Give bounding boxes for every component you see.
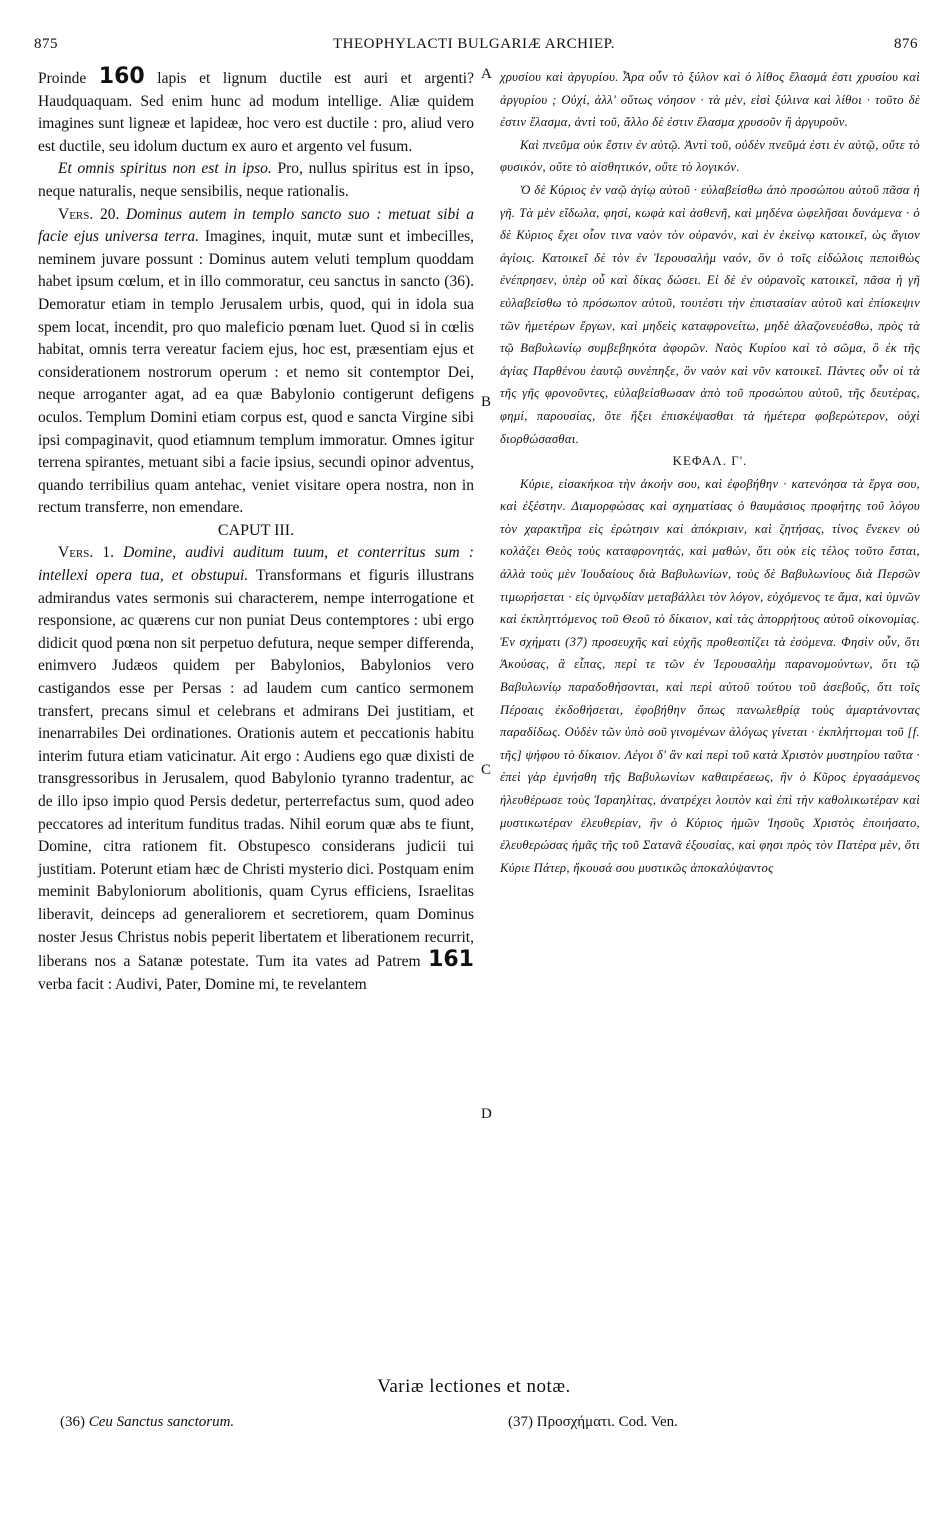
notes-heading: Variæ lectiones et notæ. — [377, 1376, 571, 1397]
footnote-number: (36) — [60, 1414, 85, 1430]
latin-text: Proinde — [38, 70, 99, 87]
latin-text: Imagines, inquit, mutæ sunt et imbecilles, neminem juvare possunt : Dominus autem veluti templum quoddam habet ipsum cœlum, et in illo commoratur, ceu sanctus in sancto (36). Demoratur etiam in templo Jerusalem urbis, quod, qui in idola sua spem locat, incendit, pro quo maleficio pœnam luet. Quod si in cœlis habitat, omnis terra vereatur faciem ejus, hoc est, præsentiam ejus et considerationem nostrorum operum : et nemo sit contemptor Dei, neque arroganter agat, ad ea quæ Babylonio contigerunt defigens oculos. Templum Domini etiam corpus est, quod e sancta Virgine sibi ipsi compaginavit, quod etiamnum templum immoratur. Omnes igitur terrena spirantes, metuant sibi a facie ipsius, secundi opinor adventus, quando terribilius quam antehac, veniet visitare opera nostra, non in rectum transferre, non emendare. — [38, 228, 474, 517]
greek-paragraph-4: Κύριε, εἰσακήκοα τὴν ἀκοήν σου, καὶ ἐφοβήθην · κατενόησα τὰ ἔργα σου, καὶ ἐξέστην. Διαμορφώσας καὶ σχηματίσας ὁ θαυμάσιος προφήτης τοῦ λόγου τὸν χαρακτῆρα εἰς ἐρώτησιν καὶ ἀπόκρισιν, καὶ ζητήσας, τίνος ἕνεκεν οὐ κολάζει Θεὸς τοὺς καταφρονητάς, καὶ μαθών, ὅτι οὐκ εἰς τέλος τοῦτο ἔσται, ἀλλὰ τοὺς μὲν Ἰουδαίους διὰ Βαβυλωνίων, τοὺς δὲ Βαβυλωνίους διὰ Περσῶν τιμωρήσεται · εἰς ὑμνῳδίαν μεταβάλλει τὸν λόγον, εὐχόμενος τε ἅμα, καὶ ὑμνῶν καὶ ἐκπληττόμενος τοῦ Θεοῦ τὸ δίκαιον, καὶ τὰς ἀπορρήτους αὐτοῦ οἰκονομίας. Ἐν σχήματι (37) προσευχῆς καὶ εὐχῆς προθεσπίζει τὰ ἐσόμενα. Φησὶν οὖν, ὅτι Ἀκούσας, ἃ εἶπας, περί τε τῶν ἐν Ἱερουσαλὴμ παρανομούντων, ὅτι τῷ Βαβυλωνίῳ παραδοθήσονται, καὶ περὶ αὐτοῦ τούτου τοῦ ἀσεβοῦς, ὅτι τοῖς Πέρσαις ἐκδοθήσεται, ἐφοβήθην ὅπως πανωλεθρίᾳ τοὺς ἁμαρτάνοντας παραδίδως. Οὐδὲν τῶν ὑπὸ σοῦ γινομένων ἀλόγως γίνεται · ἐκπλήττομαι τοῦ [f. τῆς] ψήφου τὸ δίκαιον. Λέγοι δ' ἂν καὶ περὶ τοῦ κατὰ Χριστὸν μυστηρίου ταῦτα · ἐπεὶ γὰρ ἐμνήσθη τῆς Βαβυλωνίων καθαιρέσεως, ἣν ὁ Κῦρος ἐργασάμενος ἠλευθέρωσε τοὺς Ἰσραηλίτας, ἀνατρέχει λοιπὸν καὶ ἐπὶ τὴν καθολικωτέραν καὶ μυστικωτέραν ἐλευθερίαν, ἣν ὁ Κύριος ἡμῶν Ἰησοῦς Χριστὸς ἐποιήσατο, ἐλευθερώσας ἡμᾶς τῆς τοῦ Σατανᾶ ἐξουσίας, καὶ φησι πρὸς τὸν Πατέρα μὲν, ὅτι Κύριε Πάτερ, ἤκουσά σου μυστικῶς ἀποκαλύψαντος — [500, 476, 920, 875]
left-page-number: 875 — [34, 36, 58, 52]
running-title: THEOPHYLACTI BULGARIÆ ARCHIEP. — [332, 36, 616, 52]
footnote-text: Προσχήματι. Cod. Ven. — [533, 1414, 678, 1430]
caput-heading: CAPUT III. — [217, 521, 295, 539]
latin-column — [38, 66, 474, 996]
kephal-heading: ΚΕΦΑΛ. Γ'. — [672, 453, 748, 469]
latin-text: verba facit : Audivi, Pater, Domine mi, te revelantem — [38, 975, 367, 993]
verse-label: Vers. 1. — [58, 544, 115, 562]
right-page-number: 876 — [894, 36, 918, 52]
latin-text: lapis et lignum ductile est auri et argenti? Haudquaquam. Sed enim hunc ad modum intellige. Aliæ quidem imagines sunt ligneæ et lapideæ, hoc vero est ductile : pro, aliud vero est ductile, seu idolum ductum ex auro et argento vel fusum. — [38, 70, 474, 155]
margin-mark-d: D — [481, 1106, 492, 1122]
footnote-number: (37) — [508, 1414, 533, 1430]
greek-paragraph-1: χρυσίου καὶ ἀργυρίου. Ἆρα οὖν τὸ ξύλον καὶ ὁ λίθος ἔλασμά ἐστι χρυσίου καὶ ἀργυρίου ; Οὐχί, ἀλλ' οὕτως νόησον · τὰ μὲν, εἰσὶ ξύλινα καὶ λίθοι · τοῦτο δὲ ἐστιν ἔλασμα, ἀντὶ τοῦ, ἄλλο δὲ ἐστιν ἔλασμα χρυσοῦν ἢ ἀργυροῦν. — [500, 70, 920, 130]
footnote-36 — [60, 1414, 234, 1431]
latin-paragraph-3 — [38, 204, 474, 520]
column-number: 161 — [428, 947, 474, 973]
greek-column — [500, 66, 920, 879]
latin-paragraph-2 — [38, 158, 474, 203]
greek-paragraph-2: Καὶ πνεῦμα οὐκ ἔστιν ἐν αὐτῷ. Ἀντὶ τοῦ, οὐδὲν πνεῦμά ἐστι ἐν αὐτῷ, οὔτε τὸ φυσικόν, οὔτε τὸ αἰσθητικόν, οὔτε τὸ λογικόν. — [500, 137, 920, 175]
latin-paragraph-1 — [38, 66, 474, 158]
margin-mark-a: A — [481, 66, 492, 82]
scripture-quote: Et omnis spiritus non est in ipso. — [58, 160, 272, 178]
footnote-text: Ceu Sanctus sanctorum. — [85, 1414, 235, 1430]
latin-paragraph-4 — [38, 542, 474, 996]
greek-paragraph-3: Ὁ δὲ Κύριος ἐν ναῷ ἁγίῳ αὐτοῦ · εὐλαβείσθω ἀπὸ προσώπου αὐτοῦ πᾶσα ἡ γῆ. Τὰ μὲν εἴδωλα, φησί, κωφὰ καὶ ἀσθενῆ, καὶ μηδένα ὠφελῆσαι δυνάμενα · ὁ δὲ Κύριος ἔχει οἷον τινα ναὸν τὸν οὐρανόν, καὶ ἐν ἐκείνῳ κατοικεῖ, ὡς ἅγιον ἁγίοις. Κατοικεῖ δὲ τὸν ἐν Ἱερουσαλὴμ ναόν, ὃν ὁ τοῖς εἰδώλοις πεποιθὼς ἐνέπρησεν, ὑπὲρ οὗ καὶ δίκας δώσει. Εἰ δὲ ἐν οὐρανοῖς κατοικεῖ, πᾶσα ἡ γῆ εὐλαβείσθω τὸ πρόσωπον αὐτοῦ, τουτέστι τὴν ἐπιστασίαν αὐτοῦ καὶ ἐπίσκεψιν τῶν ἡμετέρων ἔργων, καὶ μηδεὶς καταφρονείτω, μηδὲ ἀλαζονευέσθω, πρὸς τὰ τῷ Βαβυλωνίῳ συμβεβηκότα ἀφορῶν. Ναὸς Κυρίου καὶ τὸ σῶμα, ὃ ἐκ τῆς ἁγίας Παρθένου ἑαυτῷ συνέπηξε, ὃν ναὸν καὶ νῦν κατοικεῖ. Πάντες οὖν οἱ τὰ τῆς γῆς φρονοῦντες, εὐλαβείσθωσαν ἀπὸ τοῦ προσώπου αὐτοῦ, τῆς δευτέρας, φημί, παρουσίας, ὅτε ἥξει ἐπισκέψασθαι τὰ ἡμέτερα φοβερώτερον, οὐχὶ διορθώσασθαι. — [500, 182, 920, 446]
latin-text: Transformans et figuris illustrans admirandus vates sermonis sui characterem, nempe interrogatione et responsione, ac quærens cur non puniat Deus contemptores : ubi ergo didicit quod pœna non sit perpetuo defutura, neque semper differenda, enimvero Judæos quidem per Babylonios, Babylonios vero castigandos esse per Persas : ad laudem cum cantico sermonem transfert, precans simul et celebrans et admirans Dei justitiam, et inenarrabiles Dei ordinationes. Orationis autem et peccationis habitu interim futura etiam vaticinatur. Ait ergo : Audiens ego quæ dixisti de transgressoribus in Jerusalem, quod Babylonio tyranno tradentur, ac de illo ipso impio quod Persis dedetur, perterrefactus sum, quod adeo peccatores ad interitum funditus tradas. Nihil eorum quæ abs te fiunt, Domine, citra rationem fit. Obstupesco considerans judicii tui justitiam. Poterunt etiam hæc de Christi mysterio dici. Postquam enim meminit Babyloniorum abolitionis, quam Cyrus efficiens, Israelitas liberavit, deinceps ad generaliorem et secretiorem, quam Dominus noster Jesus Christus nobis peperit libertatem et liberationem recurrit, liberans nos a Satanæ potestate. Tum ita vates ad Patrem — [38, 567, 474, 971]
margin-mark-c: C — [481, 762, 492, 778]
scripture-quote: Dominus autem in templo sancto suo : metuat sibi a facie ejus universa terra. — [38, 205, 474, 246]
scripture-quote: Domine, audivi auditum tuum, et conterritus sum : intellexi opera tua, et obstupui. — [38, 544, 474, 585]
verse-label: Vers. 20. — [58, 205, 120, 223]
margin-mark-b: B — [481, 394, 492, 410]
latin-text: Pro, nullus spiritus est in ipso, neque naturalis, neque sensibilis, neque rationalis. — [38, 160, 474, 200]
footnote-37 — [508, 1414, 678, 1431]
column-number: 160 — [98, 64, 145, 89]
